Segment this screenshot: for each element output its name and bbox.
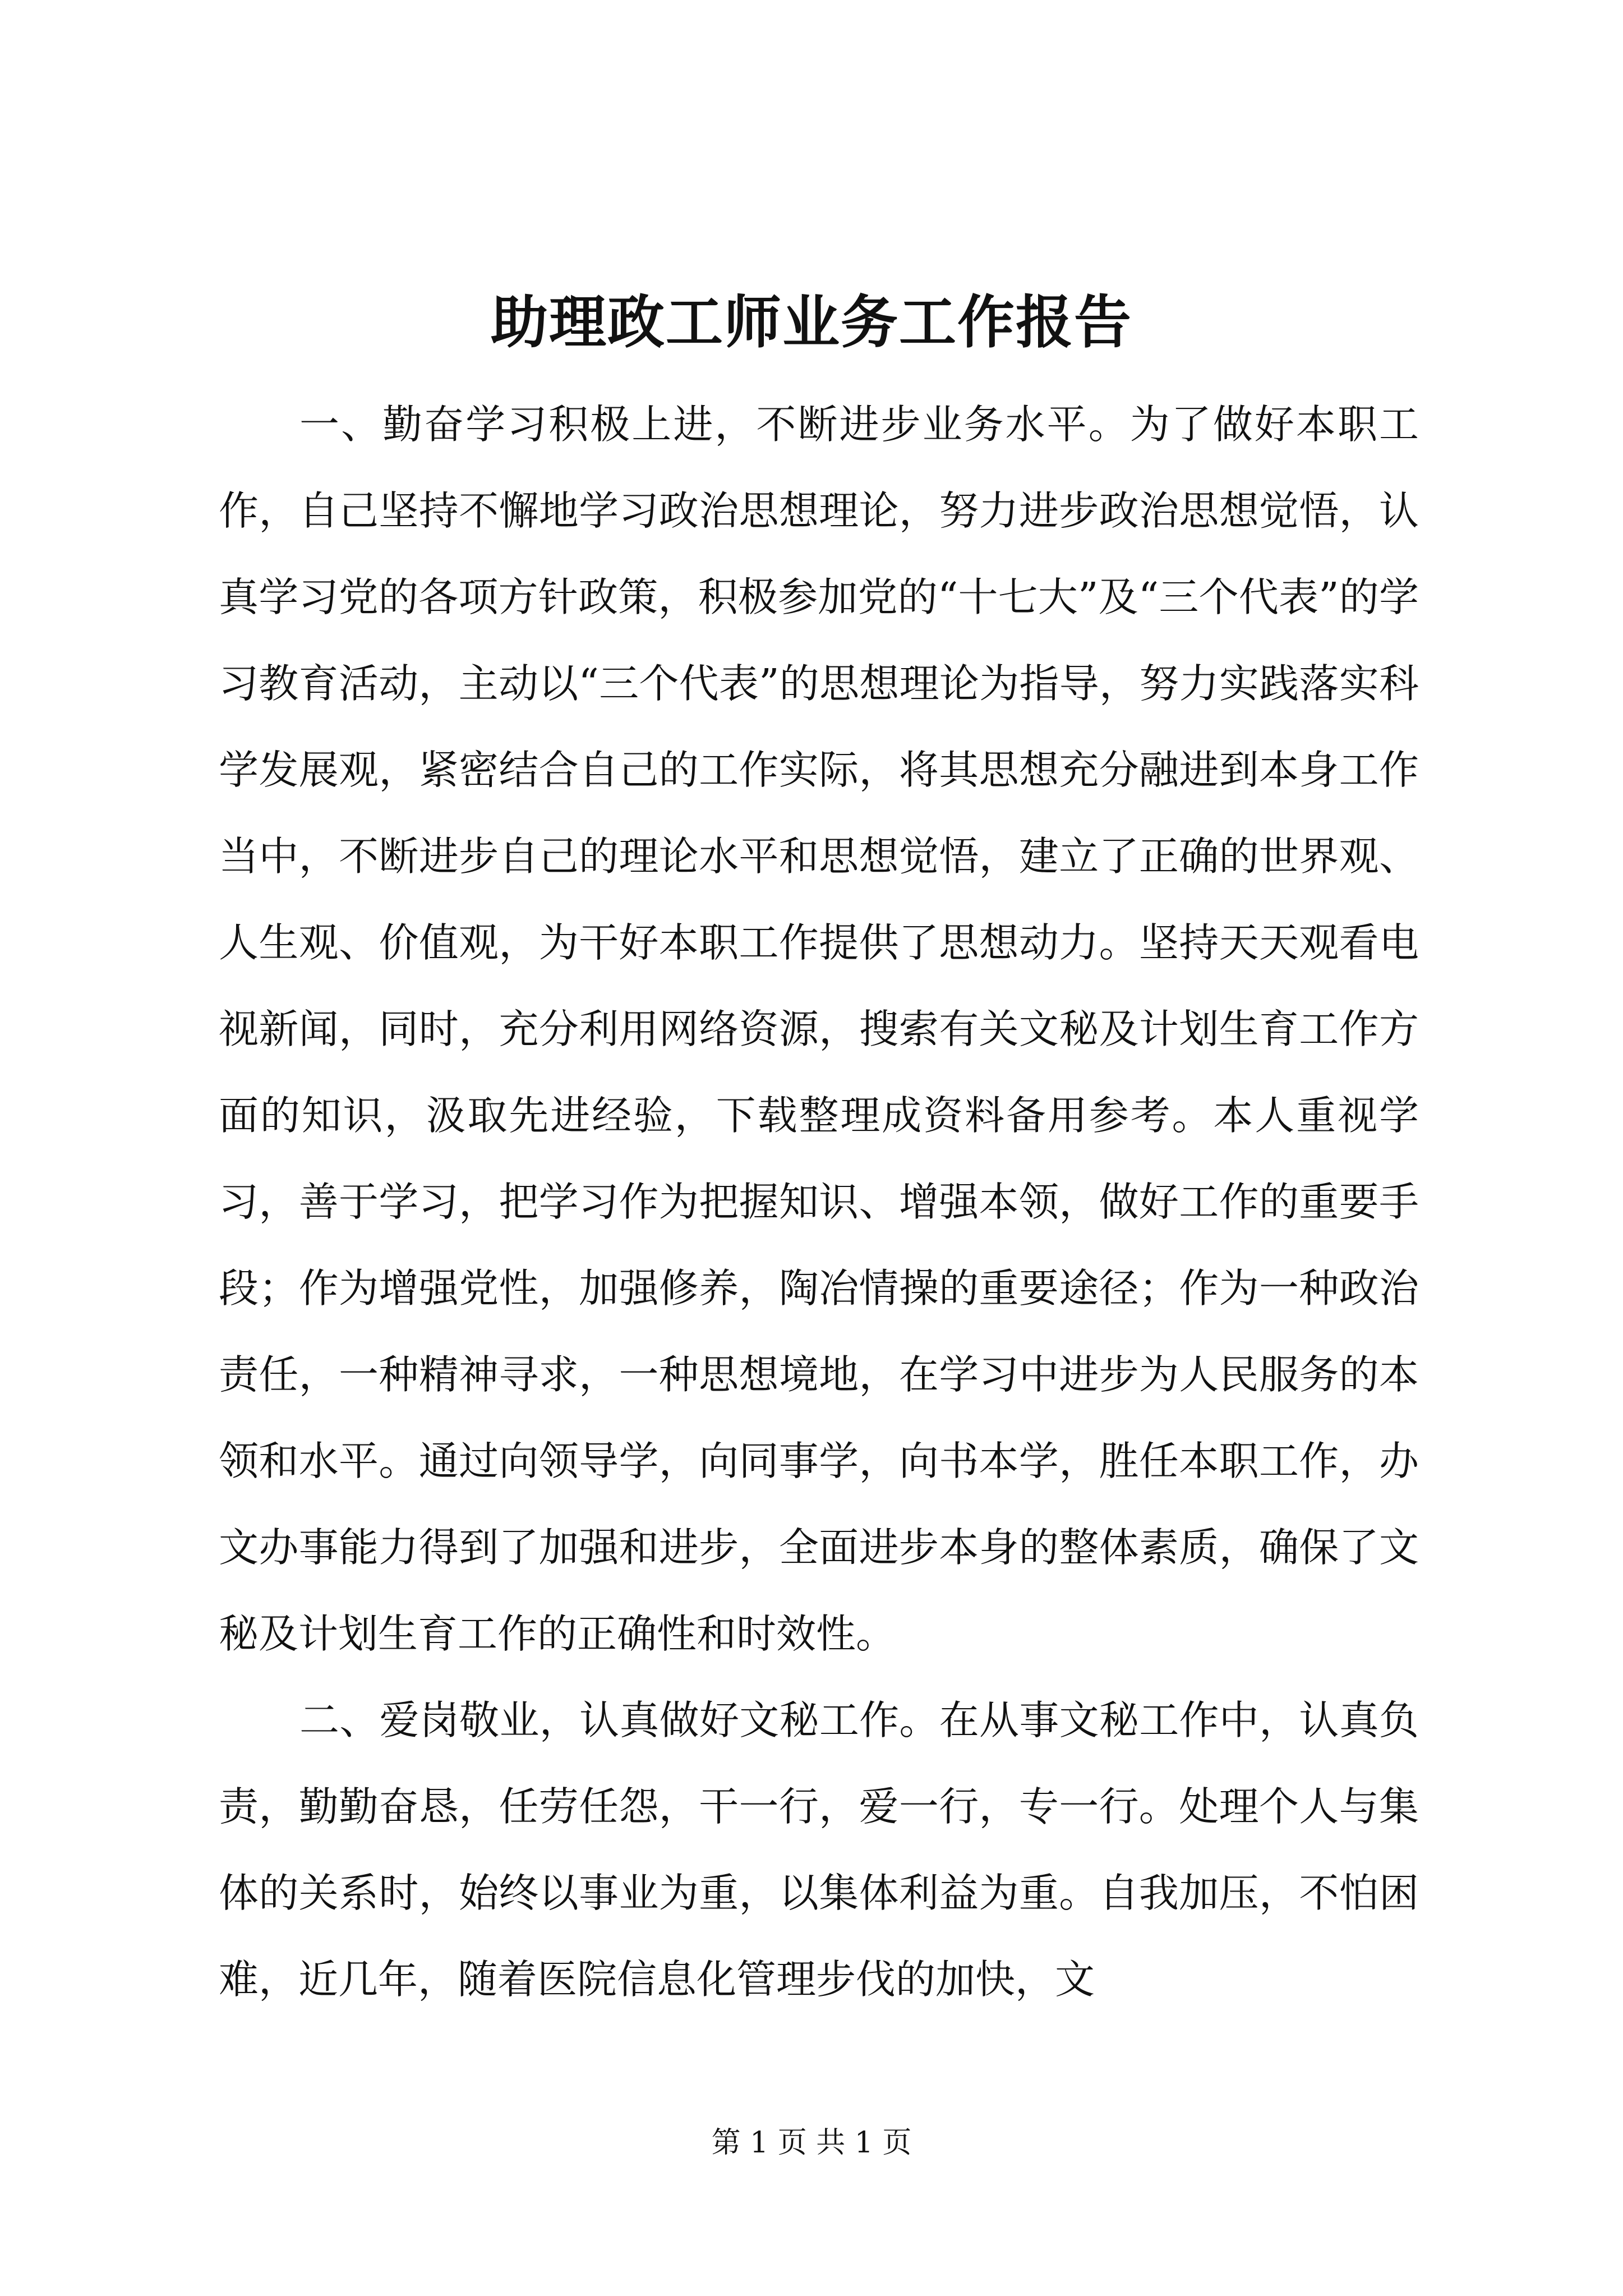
paragraph-2: 二、爱岗敬业，认真做好文秘工作。在从事文秘工作中，认真负责，勤勤奋恳，任劳任怨，干一行，爱一行，专一行。处理个人与集体的关系时，始终以事业为重，以集体利益为重。自我加压，不怕困难，近几年，随着医院信息化管理步伐的加快，文 (219, 1697, 1419, 2003)
page-footer: 第 1 页 共 1 页 (711, 2126, 912, 2160)
document-title: 助理政工师业务工作报告 (491, 289, 1132, 356)
paragraph-1: 一、勤奋学习积极上进，不断进步业务水平。为了做好本职工作，自己坚持不懈地学习政治思想理论，努力进步政治思想觉悟，认真学习党的各项方针政策，积极参加党的“十七大”及“三个代表”的学习教育活动，主动以“三个代表”的思想理论为指导，努力实践落实科学发展观，紧密结合自己的工作实际，将其思想充分融进到本身工作当中，不断进步自己的理论水平和思想觉悟，建立了正确的世界观、人生观、价值观，为干好本职工作提供了思想动力。坚持天天观看电视新闻，同时，充分利用网络资源，搜索有关文秘及计划生育工作方面的知识，汲取先进经验，下载整理成资料备用参考。本人重视学习，善于学习，把学习作为把握知识、增强本领，做好工作的重要手段；作为增强党性，加强修养，陶冶情操的重要途径；作为一种政治责任，一种精神寻求，一种思想境地，在学习中进步为人民服务的本领和水平。通过向领导学，向同事学，向书本学，胜任本职工作，办文办事能力得到了加强和进步，全面进步本身的整体素质，确保了文秘及计划生育工作的正确性和时效性。 (219, 401, 1419, 1657)
document-body (219, 381, 1419, 2023)
